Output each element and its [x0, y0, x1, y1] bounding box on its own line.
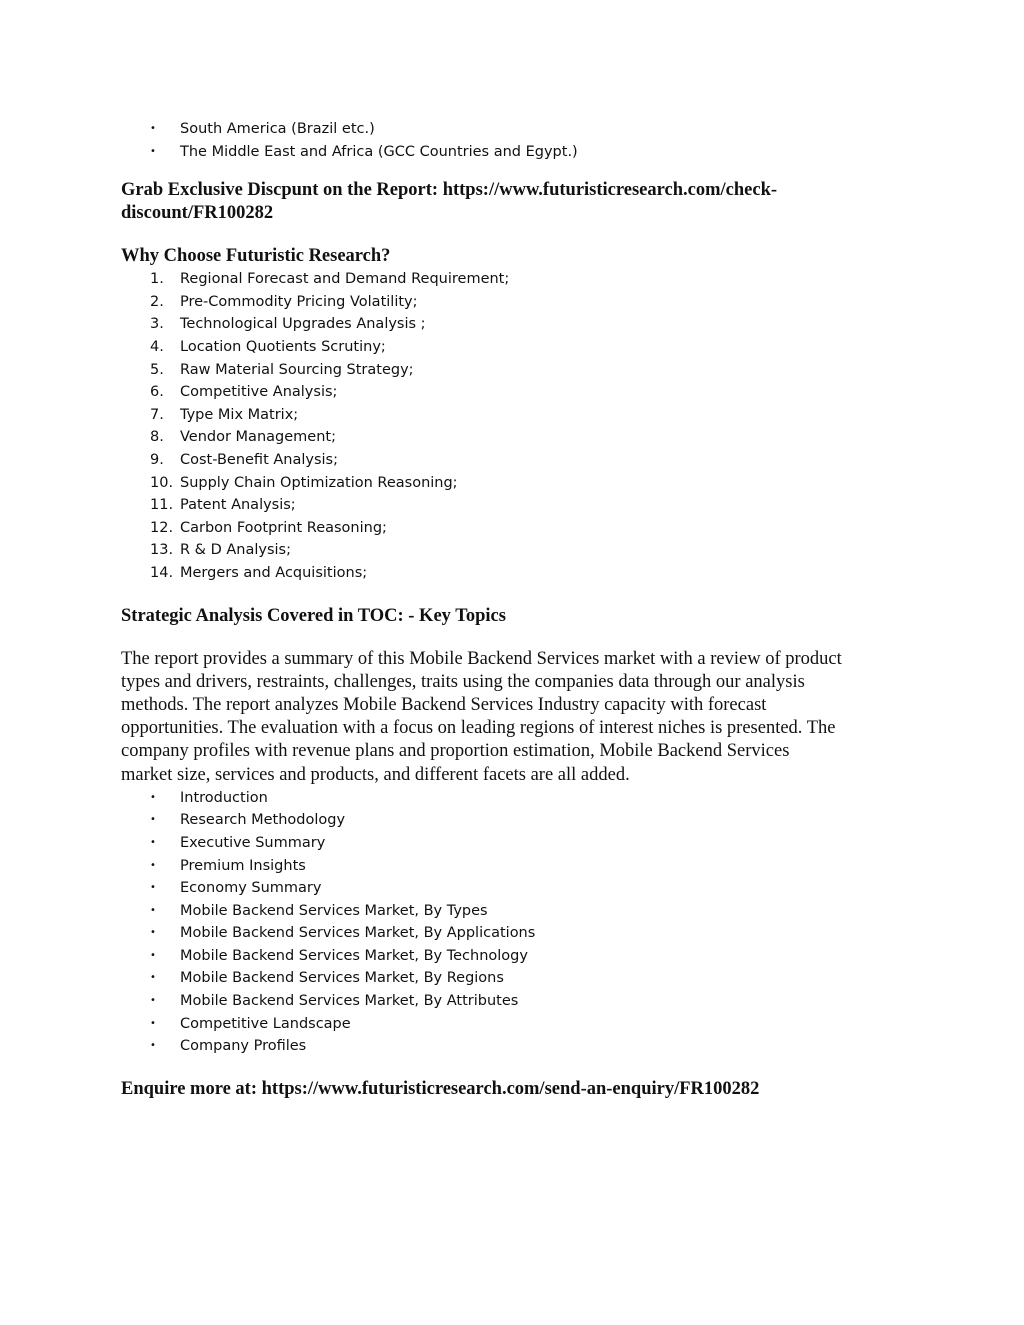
list-number: 9.	[150, 451, 164, 468]
list-item	[121, 426, 911, 449]
list-item-text: Company Profiles	[180, 1038, 307, 1055]
list-item	[121, 472, 911, 495]
paragraph-line: methods. The report analyzes Mobile Backend Services Industry capacity with forecast	[121, 694, 767, 715]
list-item-text: Mobile Backend Services Market, By Regions	[180, 970, 504, 987]
bullet-icon: •	[150, 836, 156, 848]
list-item	[121, 877, 911, 900]
list-item-text: Competitive Analysis;	[180, 384, 338, 401]
discount-heading: Grab Exclusive Discpunt on the Report: https://www.futuristicresearch.com/check-discount/FR100282	[121, 180, 778, 224]
list-number: 4.	[150, 338, 164, 355]
list-item	[121, 900, 911, 923]
list-number: 5.	[150, 361, 164, 378]
list-item-text: Competitive Landscape	[180, 1015, 351, 1032]
bullet-icon: •	[150, 123, 156, 134]
list-item	[121, 291, 911, 314]
list-number: 14.	[150, 564, 174, 581]
paragraph-line: The report provides a summary of this Mobile Backend Services market with a review of product	[121, 648, 842, 669]
list-item	[121, 141, 911, 164]
list-item-text: Mergers and Acquisitions;	[180, 564, 368, 581]
list-number: 7.	[150, 406, 164, 423]
list-item	[121, 336, 911, 359]
list-item	[121, 517, 911, 540]
list-number: 12.	[150, 519, 174, 536]
list-item	[121, 1035, 911, 1058]
list-item	[121, 268, 911, 291]
list-item-text: Executive Summary	[180, 834, 326, 851]
list-item	[121, 945, 911, 968]
list-item	[121, 359, 911, 382]
list-item-text: Cost-Benefit Analysis;	[180, 451, 338, 468]
list-item	[121, 313, 911, 336]
list-item-text: Type Mix Matrix;	[180, 406, 299, 423]
list-item	[121, 787, 911, 810]
list-item-text: R & D Analysis;	[180, 542, 292, 559]
paragraph-line: types and drivers, restraints, challenges, traits using the companies data through our analysis	[121, 671, 805, 692]
bullet-icon: •	[150, 949, 156, 961]
list-number: 11.	[150, 497, 174, 514]
bullet-icon: •	[150, 791, 156, 803]
why-choose-heading: Why Choose Futuristic Research?	[121, 246, 391, 267]
paragraph-line: market size, services and products, and different facets are all added.	[121, 764, 630, 785]
list-number: 8.	[150, 429, 164, 446]
bullet-icon: •	[150, 904, 156, 916]
strategic-paragraph	[121, 648, 911, 787]
bullet-icon: •	[150, 972, 156, 984]
list-item-text: Vendor Management;	[180, 429, 336, 446]
list-item-text: Technological Upgrades Analysis ;	[180, 316, 426, 333]
regions-list	[121, 118, 911, 163]
list-item-text: Regional Forecast and Demand Requirement;	[180, 271, 510, 288]
list-item-text: Mobile Backend Services Market, By Attributes	[180, 993, 519, 1010]
document-body	[121, 118, 911, 1101]
list-item-text: Pre-Commodity Pricing Volatility;	[180, 293, 418, 310]
list-item-text: Carbon Footprint Reasoning;	[180, 519, 387, 536]
bullet-icon: •	[150, 882, 156, 894]
bullet-icon: •	[150, 1017, 156, 1029]
list-item	[121, 809, 911, 832]
enquire-heading: Enquire more at: https://www.futuristicresearch.com/send-an-enquiry/FR100282	[121, 1078, 760, 1099]
list-item	[121, 381, 911, 404]
list-number: 10.	[150, 474, 174, 491]
strategic-heading: Strategic Analysis Covered in TOC: - Key Topics	[121, 605, 506, 626]
list-item-text: Supply Chain Optimization Reasoning;	[180, 474, 458, 491]
list-number: 3.	[150, 316, 164, 333]
list-number: 6.	[150, 384, 164, 401]
list-item	[121, 494, 911, 517]
list-item	[121, 539, 911, 562]
list-number: 2.	[150, 293, 164, 310]
list-item	[121, 922, 911, 945]
list-item	[121, 1013, 911, 1036]
list-item	[121, 449, 911, 472]
list-item-text: South America (Brazil etc.)	[180, 121, 375, 137]
why-choose-list	[121, 268, 911, 584]
list-item-text: Location Quotients Scrutiny;	[180, 338, 386, 355]
list-item-text: Mobile Backend Services Market, By Applications	[180, 925, 536, 942]
bullet-icon: •	[150, 859, 156, 871]
list-item-text: Research Methodology	[180, 812, 346, 829]
bullet-icon: •	[150, 995, 156, 1007]
list-number: 13.	[150, 542, 174, 559]
list-item-text: Mobile Backend Services Market, By Technology	[180, 947, 528, 964]
list-item	[121, 118, 911, 141]
list-item-text: Premium Insights	[180, 857, 306, 874]
list-item	[121, 562, 911, 585]
list-item	[121, 990, 911, 1013]
bullet-icon: •	[150, 927, 156, 939]
paragraph-line: opportunities. The evaluation with a focus on leading regions of interest niches is presented. The	[121, 718, 836, 739]
list-item	[121, 404, 911, 427]
list-item-text: Economy Summary	[180, 880, 322, 897]
bullet-icon: •	[150, 1040, 156, 1052]
list-item-text: Introduction	[180, 789, 268, 806]
bullet-icon: •	[150, 814, 156, 826]
list-item-text: Raw Material Sourcing Strategy;	[180, 361, 414, 378]
list-number: 1.	[150, 271, 164, 288]
list-item-text: Mobile Backend Services Market, By Types	[180, 902, 488, 919]
list-item	[121, 832, 911, 855]
topics-list	[121, 787, 911, 1058]
list-item-text: Patent Analysis;	[180, 497, 296, 514]
bullet-icon: •	[150, 145, 156, 157]
list-item-text: The Middle East and Africa (GCC Countries and Egypt.)	[180, 143, 578, 160]
list-item	[121, 855, 911, 878]
list-item	[121, 967, 911, 990]
paragraph-line: company profiles with revenue plans and proportion estimation, Mobile Backend Services	[121, 741, 790, 762]
